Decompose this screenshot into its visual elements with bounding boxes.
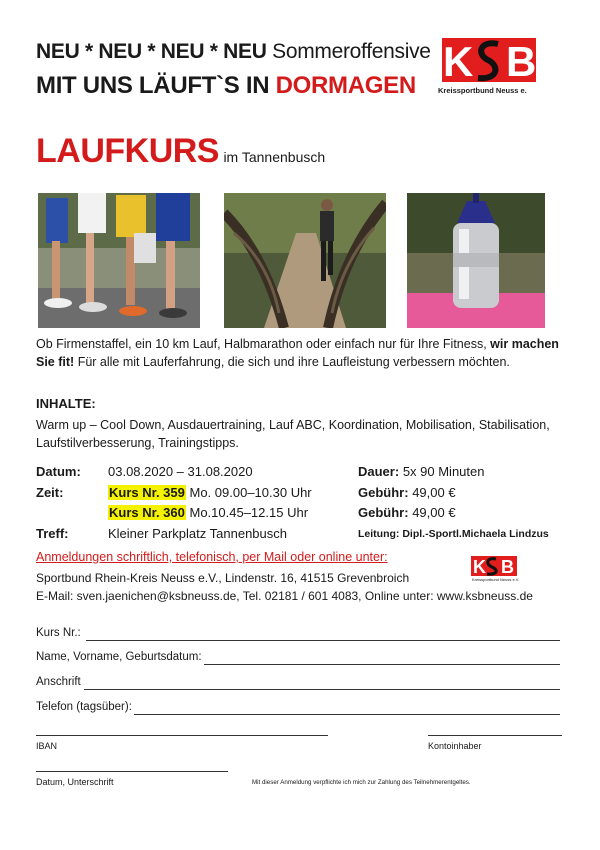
registration-contact: E-Mail: sven.jaenichen@ksbneuss.de, Tel. 02181 / 601 4083, Online unter: www.ksbneuss.de (36, 589, 533, 603)
svg-text:B: B (506, 38, 537, 85)
form-name-field[interactable] (204, 664, 560, 665)
kurs-360-time: Mo.10.45–12.15 Uhr (189, 505, 309, 520)
course-title-main: LAUFKURS (36, 132, 219, 170)
dauer (358, 464, 484, 479)
headline-dormagen (36, 72, 416, 100)
gebuehr-2 (358, 505, 456, 520)
headline-new (36, 40, 431, 64)
leitung: Leitung: Dipl.-Sportl.Michaela Lindzus (358, 528, 549, 540)
form-kurs-nr-label: Kurs Nr.: (36, 627, 81, 639)
intro-bold: wir machen Sie fit! (36, 337, 559, 369)
form-signature-field[interactable] (36, 771, 228, 772)
logo-caption: Kreissportbund Neuss e. (438, 86, 527, 95)
logo-small-caption: Kreissportbund Neuss e.V. (472, 577, 520, 582)
form-kontoinhaber-label: Kontoinhaber (428, 741, 482, 751)
headline-city: DORMAGEN (275, 72, 416, 99)
form-telefon-label: Telefon (tagsüber): (36, 701, 132, 713)
headline-new-bold: NEU * NEU * NEU * NEU (36, 40, 267, 63)
form-iban-field[interactable] (36, 735, 328, 736)
form-disclaimer: Mit dieser Anmeldung verpflichte ich mich zur Zahlung des Teilnehmerentgeltes. (252, 779, 471, 786)
forest-boardwalk-runner-photo (224, 193, 386, 328)
form-signature-label: Datum, Unterschrift (36, 777, 114, 787)
headline-dormagen-prefix: MIT UNS LÄUFT`S IN (36, 72, 270, 99)
gebuehr-1-label: Gebühr: (358, 485, 409, 500)
datum-value: 03.08.2020 – 31.08.2020 (108, 464, 253, 479)
form-name-label: Name, Vorname, Geburtsdatum: (36, 651, 202, 663)
svg-text:K: K (473, 557, 486, 577)
kurs-359-time: Mo. 09.00–10.30 Uhr (189, 485, 312, 500)
form-kontoinhaber-field[interactable] (428, 735, 562, 736)
svg-text:K: K (443, 38, 474, 85)
kurs-360 (108, 505, 308, 520)
form-telefon-field[interactable] (134, 714, 560, 715)
treff-value: Kleiner Parkplatz Tannenbusch (108, 526, 287, 541)
gebuehr-1-value: 49,00 € (412, 485, 456, 500)
kurs-360-label: Kurs Nr. 360 (109, 505, 185, 520)
registration-link[interactable]: Anmeldungen schriftlich, telefonisch, per Mail oder online unter: (36, 550, 388, 564)
registration-address: Sportbund Rhein-Kreis Neuss e.V., Lindenstr. 16, 41515 Grevenbroich (36, 571, 410, 585)
contents-heading: INHALTE: (36, 396, 96, 411)
form-anschrift-field[interactable] (84, 689, 560, 690)
dauer-label: Dauer: (358, 464, 400, 479)
form-kurs-nr-field[interactable] (86, 640, 560, 641)
datum-label: Datum: (36, 464, 81, 479)
course-title (36, 132, 325, 171)
gebuehr-2-value: 49,00 € (412, 505, 456, 520)
zeit-label: Zeit: (36, 485, 64, 500)
intro-paragraph (36, 335, 566, 371)
course-title-location: im Tannenbusch (223, 149, 326, 165)
svg-text:B: B (501, 557, 514, 577)
dauer-value: 5x 90 Minuten (402, 464, 485, 479)
intro-text-1: Ob Firmenstaffel, ein 10 km Lauf, Halbmarathon oder einfach nur für Ihre Fitness, (36, 337, 487, 351)
gebuehr-1 (358, 485, 456, 500)
headline-new-light: Sommeroffensive (272, 40, 431, 63)
form-anschrift-label: Anschrift (36, 676, 81, 688)
kurs-359 (108, 485, 312, 500)
treff-label: Treff: (36, 526, 69, 541)
form-iban-label: IBAN (36, 741, 58, 751)
kurs-359-label: Kurs Nr. 359 (109, 485, 185, 500)
runners-legs-photo (38, 193, 200, 328)
intro-text-2: Für alle mit Lauferfahrung, die sich und ihre Laufleistung verbessern möchten. (77, 355, 510, 369)
gebuehr-2-label: Gebühr: (358, 505, 409, 520)
water-bottle-photo (407, 193, 545, 328)
contents-text: Warm up – Cool Down, Ausdauertraining, Lauf ABC, Koordination, Mobilisation, Stabilisation, Laufstilverbesserung, Trainingstipps. (36, 418, 550, 450)
